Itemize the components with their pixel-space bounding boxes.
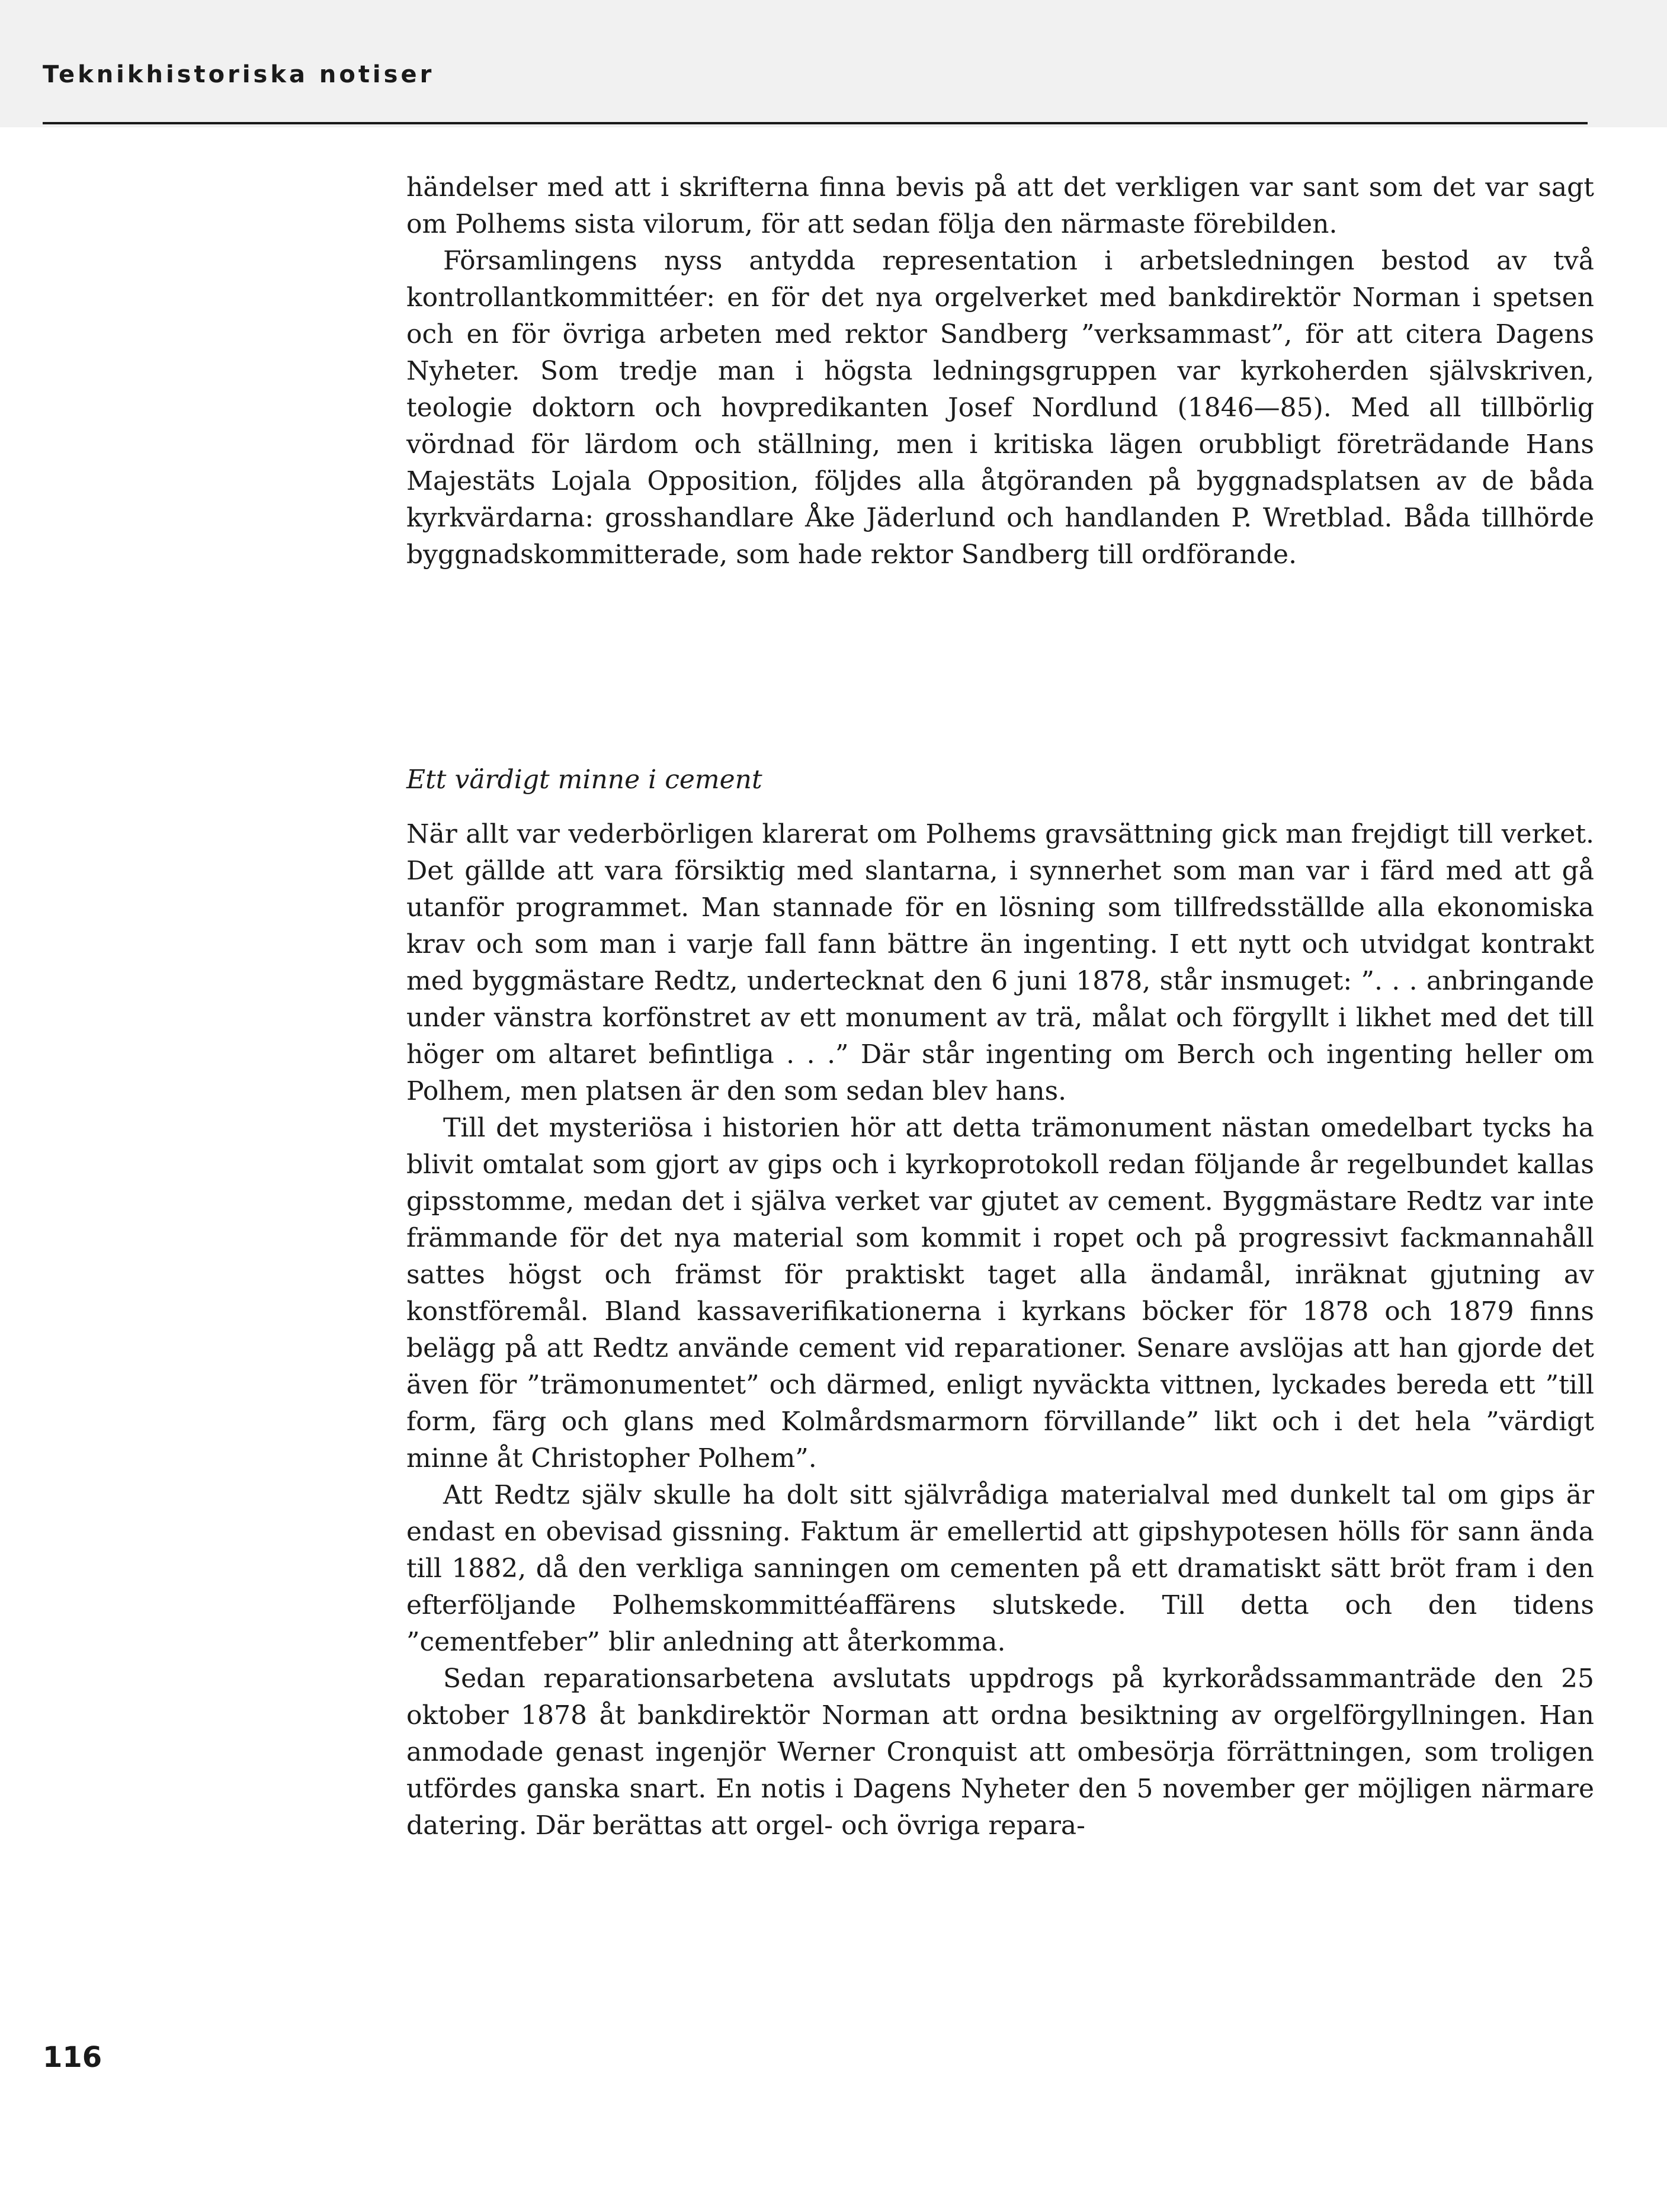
paragraph: När allt var vederbörligen klarerat om Polhems gravsättning gick man frejdigt till verket. Det gällde att vara försiktig med slantarna, i synnerhet som man var i färd med att gå utanför programmet. Man stannade för en lösning som tillfredsställde alla ekonomiska krav och som man i varje fall fann bättre än ingenting. I ett nytt och utvidgat kontrakt med byggmästare Redtz, undertecknat den 6 juni 1878, står insmuget: ”. . . anbringande under vänstra korfönstret av ett monument av trä, målat och förgyllt i likhet med det till höger om altaret befintliga . . .” Där står ingenting om Berch och ingenting heller om Polhem, men platsen är den som sedan blev hans. — [406, 819, 1594, 1106]
running-title: Teknikhistoriska notiser — [43, 61, 435, 88]
intro-text — [406, 169, 1594, 573]
section-text — [406, 816, 1594, 1844]
paragraph: Sedan reparationsarbetena avslutats uppdrogs på kyrkorådssammanträde den 25 oktober 1878 åt bankdirektör Norman att ordna besiktning av orgelförgyllningen. Han anmodade genast ingenjör Werner Cronquist att ombesörja förrättningen, som troligen utfördes ganska snart. En notis i Dagens Nyheter den 5 november ger möjligen närmare datering. Där berättas att orgel- och övriga repara- — [406, 1664, 1594, 1841]
section-heading: Ett värdigt minne i cement — [406, 765, 762, 795]
paragraph: händelser med att i skrifterna finna bevis på att det verkligen var sant som det var sagt om Polhems sista vilorum, för att sedan följa den närmaste förebilden. — [406, 172, 1594, 239]
page-number: 116 — [43, 2041, 102, 2074]
header-rule — [43, 122, 1588, 124]
paragraph: Till det mysteriösa i historien hör att detta trämonument nästan omedelbart tycks ha blivit omtalat som gjort av gips och i kyrkoprotokoll redan följande år regelbundet kallas gipsstomme, medan det i själva verket var gjutet av cement. Byggmästare Redtz var inte främmande för det nya material som kommit i ropet och på progressivt fackmannahåll sattes högst och främst för praktiskt taget alla ändamål, inräknat gjutning av konstföremål. Bland kassaverifikationerna i kyrkans böcker för 1878 och 1879 finns belägg på att Redtz använde cement vid reparationer. Senare avslöjas att han gjorde det även för ”trämonumentet” och därmed, enligt nyväckta vittnen, lyckades bereda ett ”till form, färg och glans med Kolmårdsmarmorn förvillande” likt och i det hela ”värdigt minne åt Christopher Polhem”. — [406, 1113, 1594, 1473]
paragraph: Församlingens nyss antydda representation i arbetsledningen bestod av två kontrollantkommittéer: en för det nya orgelverket med bankdirektör Norman i spetsen och en för övriga arbeten med rektor Sandberg ”verksammast”, för att citera Dagens Nyheter. Som tredje man i högsta ledningsgruppen var kyrkoherden självskriven, teologie doktorn och hovpredikanten Josef Nordlund (1846—85). Med all tillbörlig vördnad för lärdom och ställning, men i kritiska lägen orubbligt företrädande Hans Majestäts Lojala Opposition, följdes alla åtgöranden på byggnadsplatsen av de båda kyrkvärdarna: grosshandlare Åke Jäderlund och handlanden P. Wretblad. Båda tillhörde byggnadskommitterade, som hade rektor Sandberg till ordförande. — [406, 246, 1594, 570]
paragraph: Att Redtz själv skulle ha dolt sitt självrådiga materialval med dunkelt tal om gips är endast en obevisad gissning. Faktum är emellertid att gipshypotesen hölls för sann ända till 1882, då den verkliga sanningen om cementen på ett dramatiskt sätt bröt fram i den efterföljande Polhemskommittéaffärens slutskede. Till detta och den tidens ”cementfeber” blir anledning att återkomma. — [406, 1480, 1594, 1657]
